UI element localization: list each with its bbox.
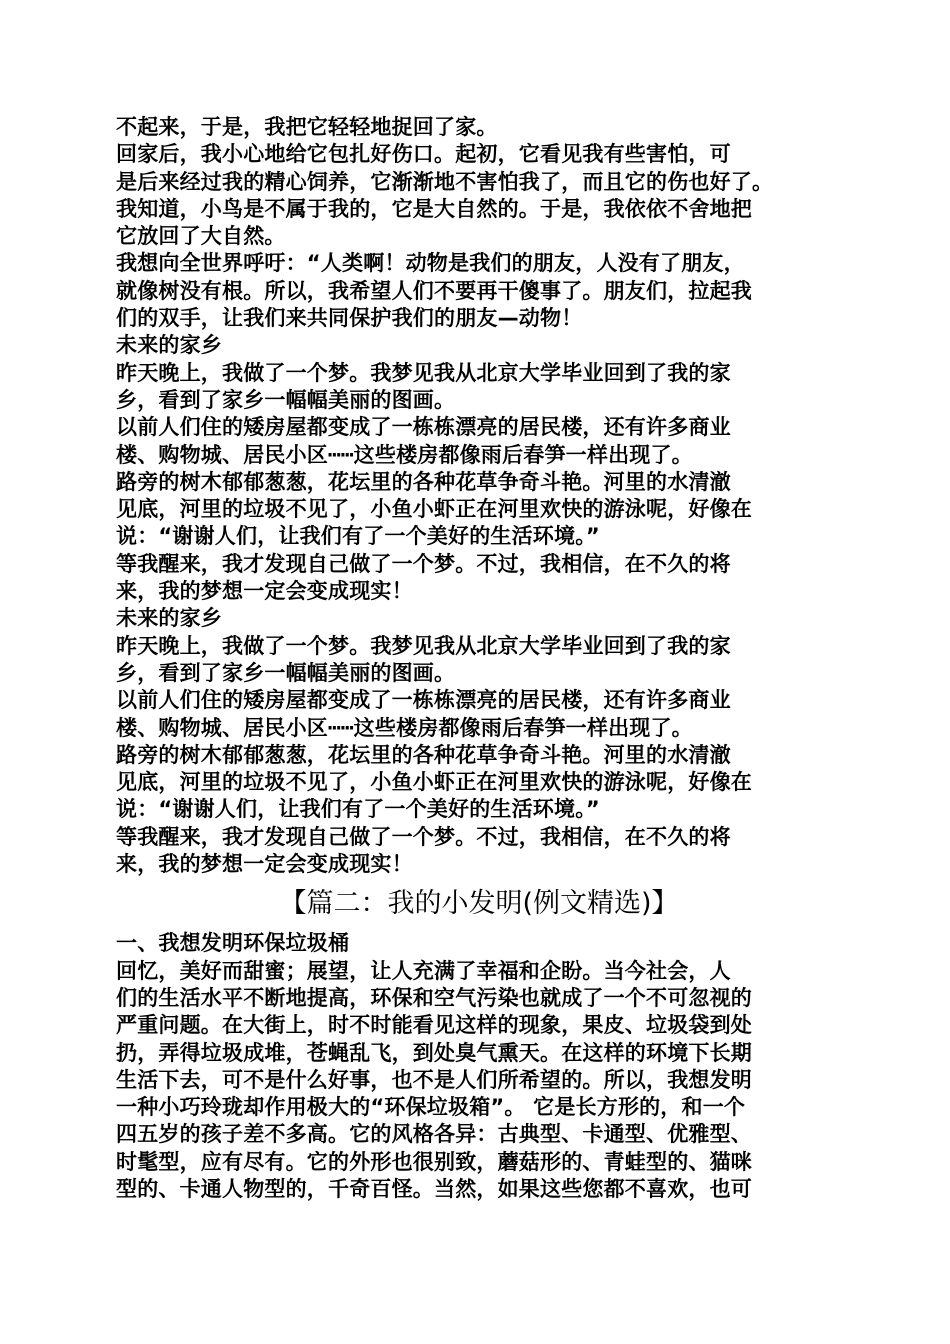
text-line: 型的、卡通人物型的，千奇百怪。当然，如果这些您都不喜欢，也可: [116, 1176, 752, 1201]
text-line: 它放回了大自然。: [116, 224, 286, 249]
text-line: 就像树没有根。所以，我希望人们不要再干傻事了。朋友们，拉起我: [116, 278, 752, 303]
subsection-title: 一、我想发明环保垃圾桶: [116, 931, 350, 956]
document-body: [116, 114, 842, 1203]
text-line: 说：“谢谢人们，让我们有了一个美好的生活环境。”: [116, 524, 600, 549]
text-line: 回忆，美好而甜蜜；展望，让人充满了幸福和企盼。当今社会，人: [116, 958, 731, 983]
text-line: 见底，河里的垃圾不见了，小鱼小虾正在河里欢快的游泳呢，好像在: [116, 770, 752, 795]
text-line: 等我醒来，我才发现自己做了一个梦。不过，我相信，在不久的将: [116, 551, 731, 576]
text-line: 见底，河里的垃圾不见了，小鱼小虾正在河里欢快的游泳呢，好像在: [116, 497, 752, 522]
text-line: 等我醒来，我才发现自己做了一个梦。不过，我相信，在不久的将: [116, 824, 731, 849]
text-line: 乡，看到了家乡一幅幅美丽的图画。: [116, 660, 456, 685]
essay-title: 未来的家乡: [116, 606, 222, 631]
section-heading: 【篇二：我的小发明(例文精选)】: [279, 888, 679, 920]
text-block-part1: [116, 114, 842, 878]
text-line: 说：“谢谢人们，让我们有了一个美好的生活环境。”: [116, 797, 600, 822]
text-line: 我想向全世界呼吁：“人类啊！动物是我们的朋友，人没有了朋友，: [116, 251, 745, 276]
text-line: 严重问题。在大街上，时不时能看见这样的现象，果皮、垃圾袋到处: [116, 1013, 752, 1038]
text-line: 来，我的梦想一定会变成现实！: [116, 852, 413, 877]
text-line: 路旁的树木郁郁葱葱，花坛里的各种花草争奇斗艳。河里的水清澈: [116, 742, 731, 767]
text-line: 我知道，小鸟是不属于我的，它是大自然的。于是，我依依不舍地把: [116, 196, 752, 221]
text-line: 们的生活水平不断地提高，环保和空气污染也就成了一个不可忽视的: [116, 985, 752, 1010]
text-line: 乡，看到了家乡一幅幅美丽的图画。: [116, 387, 456, 412]
essay-title: 未来的家乡: [116, 333, 222, 358]
text-line: 四五岁的孩子差不多高。它的风格各异：古典型、卡通型、优雅型、: [116, 1122, 752, 1147]
text-line: 扔，弄得垃圾成堆，苍蝇乱飞，到处臭气熏天。在这样的环境下长期: [116, 1040, 752, 1065]
text-line: 楼、购物城、居民小区┅┅这些楼房都像雨后春笋一样出现了。: [116, 442, 693, 467]
text-line: 昨天晚上，我做了一个梦。我梦见我从北京大学毕业回到了我的家: [116, 360, 731, 385]
text-line: 昨天晚上，我做了一个梦。我梦见我从北京大学毕业回到了我的家: [116, 633, 731, 658]
text-line: 不起来，于是，我把它轻轻地捉回了家。: [116, 115, 498, 139]
text-line: 以前人们住的矮房屋都变成了一栋栋漂亮的居民楼，还有许多商业: [116, 415, 731, 440]
text-line: 们的双手，让我们来共同保护我们的朋友—动物！: [116, 306, 583, 331]
text-block-part2: [116, 930, 842, 1203]
text-line: 生活下去，可不是什么好事，也不是人们所希望的。所以，我想发明: [116, 1067, 752, 1092]
text-line: 以前人们住的矮房屋都变成了一栋栋漂亮的居民楼，还有许多商业: [116, 688, 731, 713]
text-line: 是后来经过我的精心饲养，它渐渐地不害怕我了，而且它的伤也好了。: [116, 169, 774, 194]
text-line: 来，我的梦想一定会变成现实！: [116, 579, 413, 604]
text-line: 路旁的树木郁郁葱葱，花坛里的各种花草争奇斗艳。河里的水清澈: [116, 469, 731, 494]
text-line: 时髦型，应有尽有。它的外形也很别致，蘑菇形的、青蛙型的、猫咪: [116, 1149, 752, 1174]
text-line: 回家后，我小心地给它包扎好伤口。起初，它看见我有些害怕，可: [116, 142, 731, 167]
text-line: 楼、购物城、居民小区┅┅这些楼房都像雨后春笋一样出现了。: [116, 715, 693, 740]
text-line: 一种小巧玲珑却作用极大的“环保垃圾箱”。 它是长方形的，和一个: [116, 1095, 746, 1120]
